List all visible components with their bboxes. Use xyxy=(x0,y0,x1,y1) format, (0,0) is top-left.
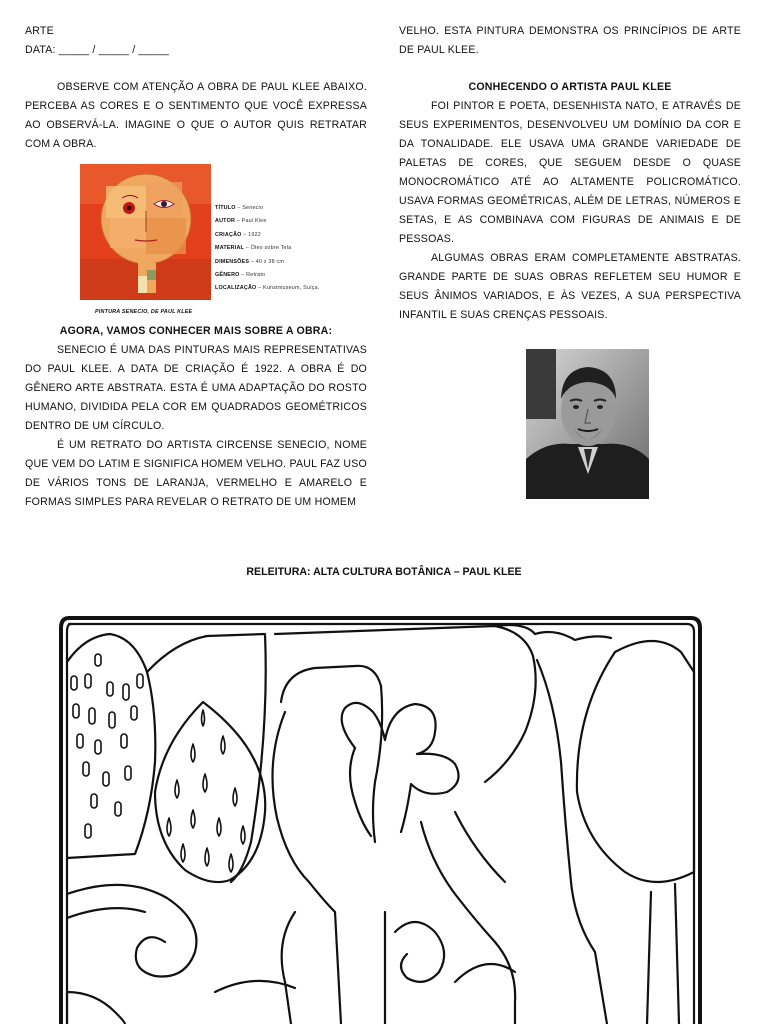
releitura-title: RELEITURA: ALTA CULTURA BOTÂNICA – PAUL KLEE xyxy=(246,566,522,578)
left-column xyxy=(25,22,367,512)
subject-label: ARTE xyxy=(25,25,54,37)
artwork-info-card xyxy=(215,202,320,296)
info-row-author: AUTOR – Paul Klee xyxy=(215,218,267,225)
info-row-creation: CRIAÇÃO – 1922 xyxy=(215,231,261,238)
artist-photo xyxy=(526,349,649,499)
info-row-location: LOCALIZAÇÃO – Kunstmuseum, Suíça. xyxy=(215,285,320,292)
section-heading-artist: CONHECENDO O ARTISTA PAUL KLEE xyxy=(468,81,672,93)
artwork-figure xyxy=(25,162,367,322)
left-leaf-dashes xyxy=(71,654,143,838)
date-field: DATA: _____ / _____ / _____ xyxy=(25,44,170,56)
info-row-material: MATERIAL – Óleo sobre Tela xyxy=(215,245,292,252)
tree-drops xyxy=(167,710,245,872)
artist-paragraph-1: FOI PINTOR E POETA, DESENHISTA NATO, E ATRAVÉS DE SEUS EXPERIMENTOS, DESENVOLVEU UM DOMÍNIO DA COR E DA TONALIDADE. ELE USAVA UMA GRANDE VARIEDADE DE PALETAS DE CORES, QUE SEGUEM DESDE O QUASE MONOCROMÁTICO ATÉ AO ALTAMENTE POLICROMÁTICO. USAVA FORMAS GEOMÉTRICAS, ALÉM DE LETRAS, NÚMEROS E SETAS, E AS COMBINAVA COM FIGURAS DE ANIMAIS E DE PESSOAS. xyxy=(399,100,741,245)
artwork-paragraph-2: É UM RETRATO DO ARTISTA CIRCENSE SENECIO, NOME QUE VEM DO LATIM E SIGNIFICA HOMEM VELHO. PAUL FAZ USO DE VÁRIOS TONS DE LARANJA, VERMELHO E AMARELO E FORMAS SIMPLES PARA REVELAR O RETRATO DE UM HOMEM xyxy=(25,439,367,508)
painting-caption: PINTURA SENECIO, DE PAUL KLEE xyxy=(95,309,193,315)
info-row-dimensions: DIMENSÕES – 40 x 38 cm xyxy=(215,258,285,265)
continuation-paragraph: VELHO. ESTA PINTURA DEMONSTRA OS PRINCÍPIOS DE ARTE DE PAUL KLEE. xyxy=(399,25,741,56)
info-row-title: TÍTULO – Senecio xyxy=(215,205,264,211)
right-column xyxy=(399,22,741,325)
section-heading-artwork: AGORA, VAMOS CONHECER MAIS SOBRE A OBRA: xyxy=(59,325,333,337)
coloring-drawing xyxy=(55,612,705,1024)
artwork-paragraph-1: SENECIO É UMA DAS PINTURAS MAIS REPRESENTATIVAS DO PAUL KLEE. A DATA DE CRIAÇÃO É 1922. A OBRA É DO GÊNERO ARTE ABSTRATA. ESTA É UMA ADAPTAÇÃO DO ROSTO HUMANO, DIVIDIDA PELA COR EM QUADRADOS GEOMÉTRICOS DENTRO DE UM CÍRCULO. xyxy=(25,344,367,432)
info-row-genre: GÊNERO – Retrato xyxy=(215,272,266,279)
intro-paragraph: OBSERVE COM ATENÇÃO A OBRA DE PAUL KLEE ABAIXO. PERCEBA AS CORES E O SENTIMENTO QUE VOCÊ EXPRESSA AO OBSERVÁ-LA. IMAGINE O QUE O AUTOR QUIS RETRATAR COM A OBRA. xyxy=(25,81,367,150)
artist-paragraph-2: ALGUMAS OBRAS ERAM COMPLETAMENTE ABSTRATAS. GRANDE PARTE DE SUAS OBRAS REFLETEM SEU HUMOR E SEUS ÂNIMOS VARIADOS, E ÀS VEZES, A SUA PERSPECTIVA INFANTIL E SUAS CRENÇAS PESSOAIS. xyxy=(399,252,741,321)
senecio-painting xyxy=(80,164,211,300)
